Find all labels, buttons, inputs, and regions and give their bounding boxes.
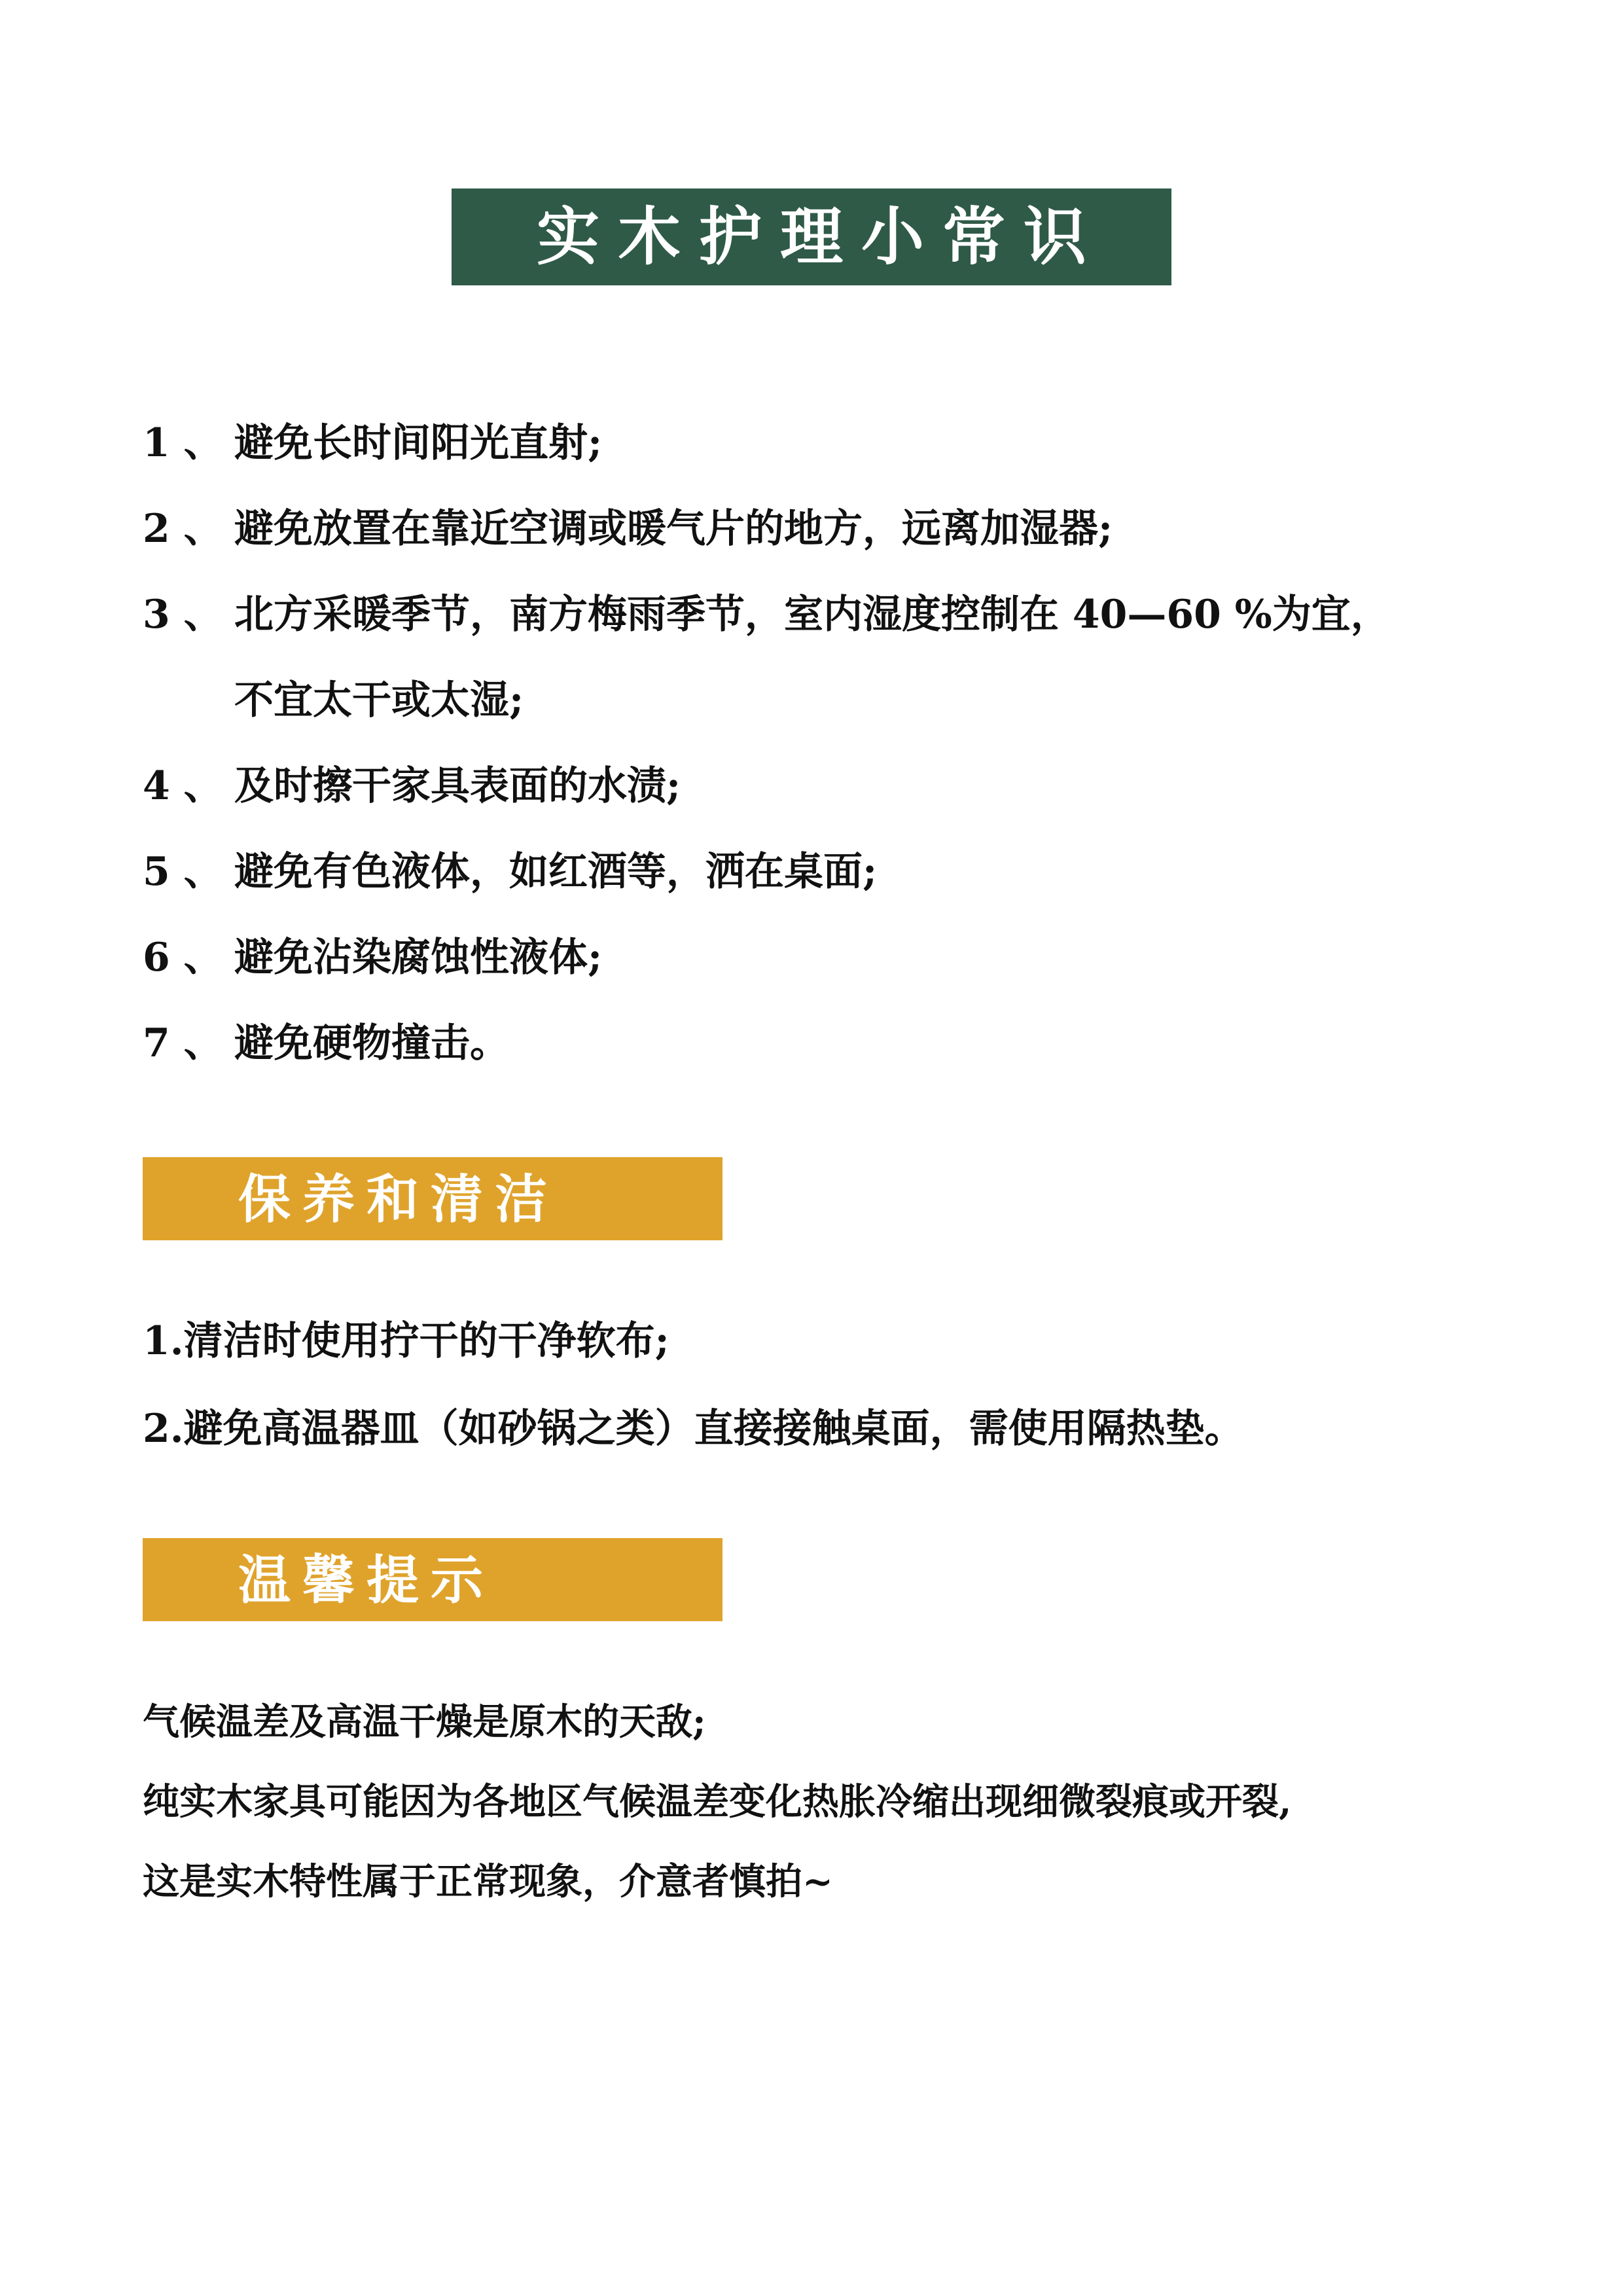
- tip-text: 避免放置在靠近空调或暖气片的地方，远离加湿器;: [234, 506, 1113, 552]
- tip-number: 6 、: [143, 935, 223, 980]
- tip-item: [143, 572, 1543, 658]
- tip-text: 避免硬物撞击。: [234, 1020, 509, 1066]
- care-section-title: 保养和清洁: [238, 1168, 559, 1230]
- tip-number: 7 、: [143, 1020, 223, 1066]
- tip-number: 3 、: [143, 592, 223, 637]
- tip-number: 2 、: [143, 506, 223, 552]
- notice-line: 纯实木家具可能因为各地区气候温差变化热胀冷缩出现细微裂痕或开裂,: [143, 1780, 1292, 1823]
- tip-text: 避免有色液体，如红酒等，洒在桌面;: [234, 849, 878, 895]
- tip-number: 1 、: [143, 420, 223, 466]
- tip-item: [143, 1001, 1543, 1086]
- tip-text: 避免沾染腐蚀性液体;: [234, 935, 603, 980]
- care-cleaning-list: [143, 1297, 1543, 1473]
- notice-section-header: [143, 1538, 722, 1621]
- title-banner: [452, 188, 1171, 285]
- tip-text: 避免长时间阳光直射;: [234, 420, 603, 466]
- notice-line: 这是实木特性属于正常现象，介意者慎拍~: [143, 1860, 833, 1903]
- tip-number: 4 、: [143, 763, 223, 809]
- tip-item: [143, 401, 1543, 486]
- care-tips-list: [143, 401, 1543, 1086]
- tip-item: [143, 486, 1543, 572]
- tip-text: 不宜太干或太湿;: [234, 677, 524, 723]
- tip-item-continuation: [143, 658, 1543, 744]
- tip-item: [143, 915, 1543, 1001]
- care-item: 2.避免高温器皿（如砂锅之类）直接接触桌面，需使用隔热垫。: [143, 1406, 1244, 1452]
- tip-item: [143, 829, 1543, 915]
- tip-number: 5 、: [143, 849, 223, 895]
- tip-item: [143, 744, 1543, 829]
- care-item: 1.清洁时使用拧干的干净软布;: [143, 1318, 669, 1364]
- notice-section-title: 温馨提示: [238, 1549, 495, 1611]
- care-section-header: [143, 1157, 722, 1240]
- page-title: 实木护理小常识: [537, 200, 1105, 274]
- tip-text: 及时擦干家具表面的水渍;: [234, 763, 681, 809]
- notice-line: 气候温差及高温干燥是原木的天敌;: [143, 1700, 706, 1744]
- tip-text: 北方采暖季节，南方梅雨季节，室内湿度控制在 40—60 %为宜，: [234, 592, 1390, 637]
- notice-paragraph: [143, 1682, 1543, 1922]
